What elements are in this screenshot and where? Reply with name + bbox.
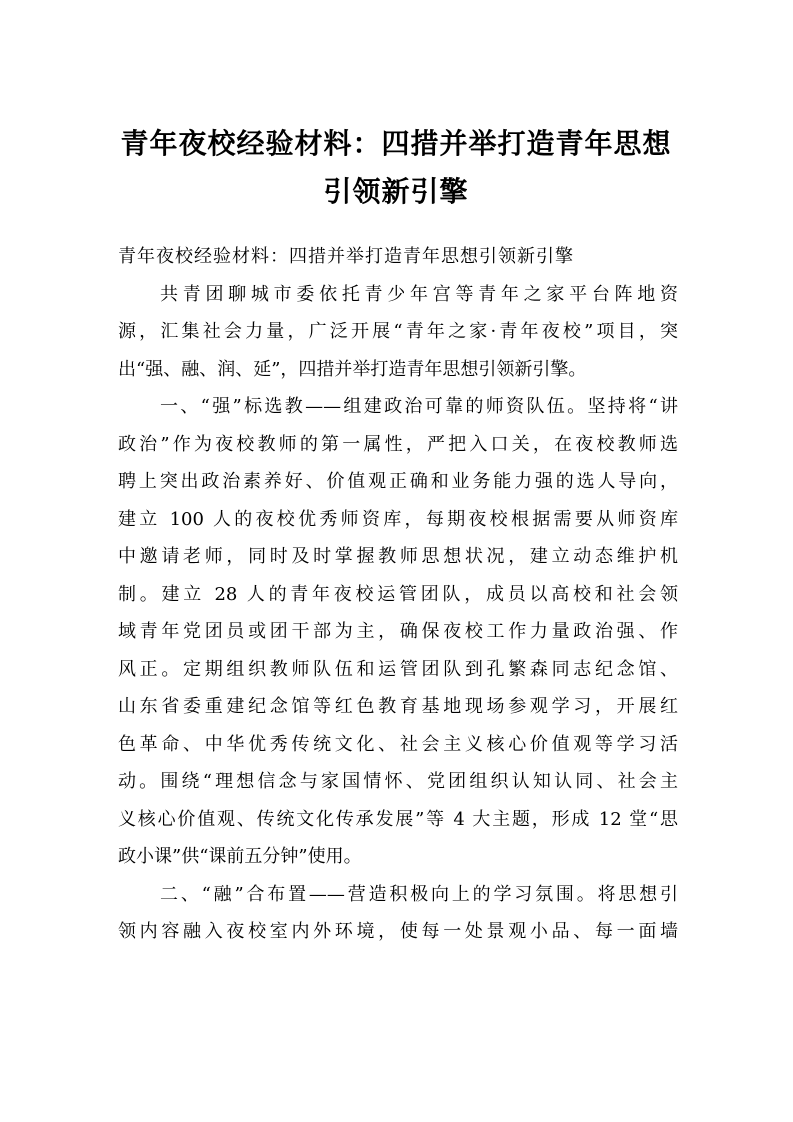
- paragraph-line: 共青团聊城市委依托青少年宫等青年之家平台阵地资: [160, 283, 678, 305]
- paragraph-line: 源，汇集社会力量，广泛开展“青年之家·青年夜校”项目，突: [118, 321, 678, 342]
- paragraph-line: 领内容融入夜校室内外环境，使每一处景观小品、每一面墙: [118, 921, 678, 942]
- paragraph-line: 域青年党团员或团干部为主，确保夜校工作力量政治强、作: [118, 621, 678, 642]
- paragraph-line: 色革命、中华优秀传统文化、社会主义核心价值观等学习活: [118, 733, 678, 755]
- paragraph-line: 义核心价值观、传统文化传承发展”等 4 大主题，形成 12 堂“思: [118, 808, 678, 830]
- paragraph-line: 政小课”供“课前五分钟”使用。: [118, 846, 362, 867]
- paragraph-line: 一、“强”标选教——组建政治可靠的师资队伍。坚持将“讲: [160, 396, 678, 417]
- subtitle-text: 青年夜校经验材料：四措并举打造青年思想引领新引擎: [118, 246, 574, 267]
- paragraph-line: 建立 100 人的夜校优秀师资库，每期夜校根据需要从师资库: [118, 508, 678, 530]
- paragraph-section-2: [118, 876, 678, 951]
- document-title-line-2: 引领新引擎: [323, 175, 469, 208]
- document-title: [96, 120, 696, 216]
- paragraph-line: 动。围绕“理想信念与家国情怀、党团组织认知认同、社会主: [118, 771, 678, 792]
- document-title-line-1: 青年夜校经验材料：四措并举打造青年思想: [120, 127, 672, 160]
- paragraph-line: 聘上突出政治素养好、价值观正确和业务能力强的选人导向，: [118, 471, 678, 492]
- paragraph-line: 二、“融”合布置——营造积极向上的学习氛围。将思想引: [160, 883, 678, 905]
- paragraph-line: 中邀请老师，同时及时掌握教师思想状况，建立动态维护机: [118, 546, 678, 567]
- document-body: [118, 238, 678, 951]
- paragraph-intro: [118, 276, 678, 389]
- paragraph-line: 制。建立 28 人的青年夜校运管团队，成员以高校和社会领: [118, 583, 678, 605]
- paragraph-line: 政治”作为夜校教师的第一属性，严把入口关，在夜校教师选: [118, 433, 678, 455]
- paragraph-line: 风正。定期组织教师队伍和运管团队到孔繁森同志纪念馆、: [118, 658, 678, 680]
- document-subtitle: [118, 238, 678, 276]
- paragraph-line: 山东省委重建纪念馆等红色教育基地现场参观学习，开展红: [118, 696, 678, 717]
- paragraph-line: 出“强、融、润、延”，四措并举打造青年思想引领新引擎。: [118, 358, 587, 380]
- paragraph-section-1: [118, 388, 678, 876]
